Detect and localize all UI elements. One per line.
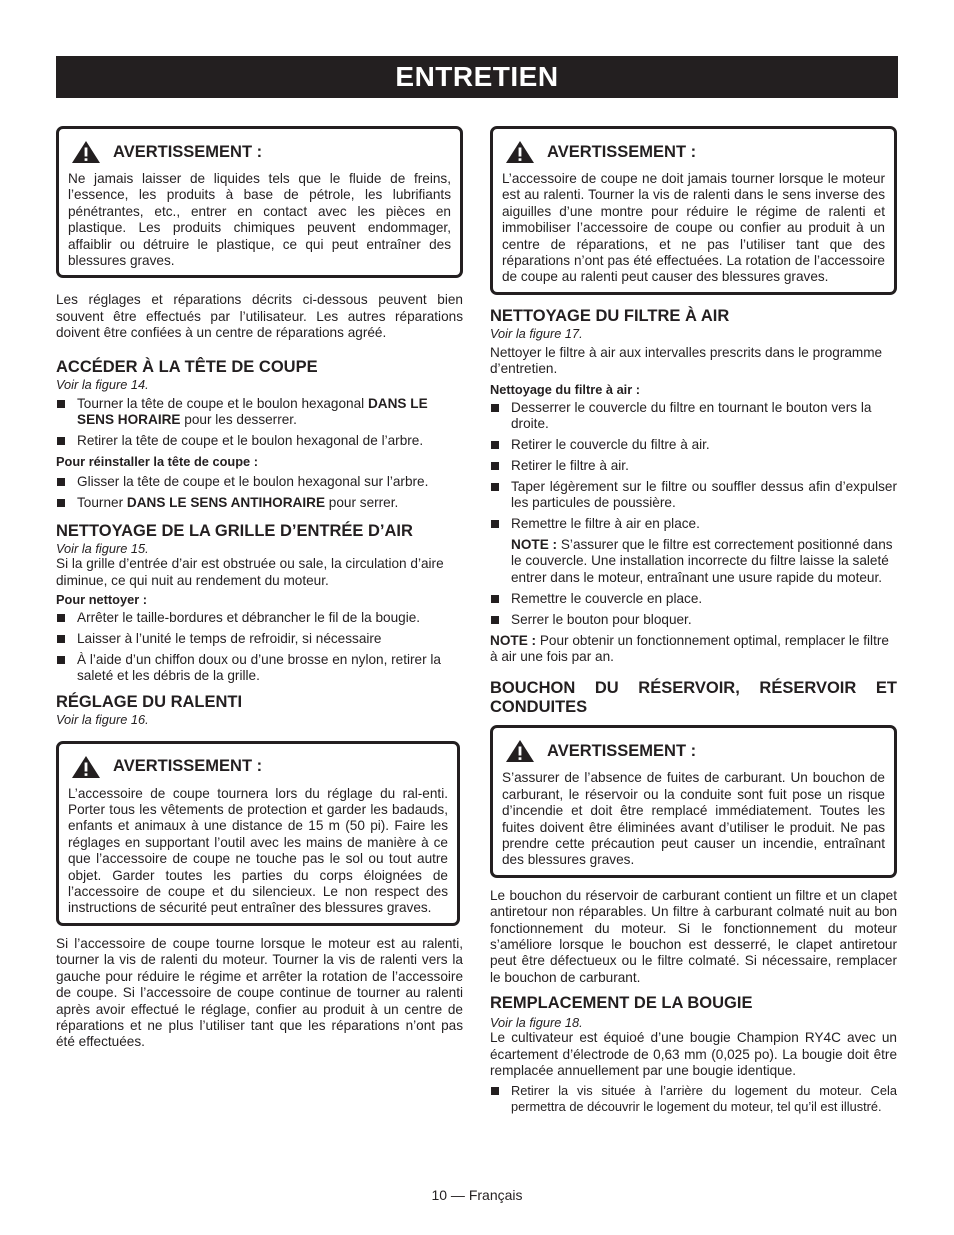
list-item: Tourner DANS LE SENS ANTIHORAIRE pour serrer. [56,495,463,511]
left-column [56,126,463,1051]
section-heading: NETTOYAGE DE LA GRILLE D’ENTRÉE D’AIR [56,522,413,541]
list-item: Retirer la tête de coupe et le boulon hexagonal de l’arbre. [56,433,463,449]
bullet-list [490,1083,897,1114]
bullet-list [56,610,463,685]
list-item: Retirer la vis située à l’arrière du logement du moteur. Cela permettra de découvrir le logement du moteur, tel qu’il est illustré. [490,1083,897,1114]
section-heading: ACCÉDER À LA TÊTE DE COUPE [56,357,318,376]
subheading: Pour réinstaller la tête de coupe : [56,453,258,469]
warning-box [56,741,460,926]
warning-box [490,126,897,295]
intro-paragraph: Les réglages et réparations décrits ci-dessous peuvent bien souvent être effectués par l’utilisateur. Les autres réparations doivent être confiées à un centre de réparations agréé. [56,292,463,341]
figure-reference: Voir la figure 16. [56,711,149,727]
page-title: ENTRETIEN [56,56,898,98]
section-heading: NETTOYAGE DU FILTRE À AIR [490,306,730,325]
paragraph: Si l’accessoire de coupe tourne lorsque le moteur est au ralenti, tourner la vis de ralenti du moteur. Tourner la vis de ralenti vers la gauche pour réduire le régime et arrêter la rotation de l’accessoire de coupe. Si l’accessoire de coupe continue de tourner au ralenti après avoir effectué le réglage, confier au produit à un centre de réparations et ne plus l’utiliser tant que les réparations n’ont pas été effectuées. [56,935,463,1050]
warning-text: Ne jamais laisser de liquides tels que le fluide de freins, l’essence, les produits à base de pétrole, les lubrifiants pénétrantes, etc., entrer en contact avec les pièces en plastique. Les produits chimiques peuvent endommager, affaiblir ou détruire le plastique, ce qui peut entraîner des blessures graves. [68,171,451,269]
warning-triangle-icon [505,739,535,763]
section-heading: REMPLACEMENT DE LA BOUGIE [490,994,753,1013]
list-item: Retirer le filtre à air. [490,458,897,474]
bullet-list [490,591,897,628]
warning-label: AVERTISSEMENT : [113,142,263,161]
warning-label: AVERTISSEMENT : [547,742,697,761]
bullet-list [56,474,463,511]
warning-triangle-icon [505,140,535,164]
list-item: Remettre le filtre à air en place. [490,516,897,532]
list-item: Tourner la tête de coupe et le boulon hexagonal DANS LE SENS HORAIRE pour les desserrer. [56,396,463,429]
warning-text: S’assurer de l’absence de fuites de carburant. Un bouchon de carburant, le réservoir ou la conduite sont fuit pose un risque d’incendie et doit être remplacé immédiatement. Toutes les fuites doivent être éliminées avant d’utiliser le produit. Ne pas prendre cette précaution peut causer un incendie, entraînant des blessures graves. [502,770,885,868]
list-item: Retirer le couvercle du filtre à air. [490,437,897,453]
list-item: Taper légèrement sur le filtre ou souffler dessus afin d’expulser les particules de poussière. [490,479,897,512]
right-column [490,126,897,1119]
section-heading: RÉGLAGE DU RALENTI [56,692,243,711]
section-heading: BOUCHON DU RÉSERVOIR, RÉSERVOIR ET CONDUITES [490,679,897,717]
list-item: Desserrer le couvercle du filtre en tournant le bouton vers la droite. [490,400,897,433]
warning-header [505,140,885,164]
list-item: Glisser la tête de coupe et le boulon hexagonal sur l’arbre. [56,474,463,490]
list-item: Arrêter le taille-bordures et débrancher le fil de la bougie. [56,610,463,626]
subheading: Pour nettoyer : [56,592,148,607]
warning-text: L’accessoire de coupe ne doit jamais tourner lorsque le moteur est au ralenti. Tourner la vis de ralenti dans le sens inverse des aiguilles d’une montre pour réduire le régime de ralenti et immobiliser l’accessoire de coupe ou confier au produit à un centre de réparations, et ne pas l’utiliser tant que des réparations n’ont pas été effectuées. La rotation de l’accessoire de coupe au ralenti peut causer des blessures graves. [502,171,885,285]
figure-reference: Voir la figure 14. [56,376,149,392]
list-item: Remettre le couvercle en place. [490,591,897,607]
warning-label: AVERTISSEMENT : [113,757,263,776]
warning-triangle-icon [71,140,101,164]
paragraph: Le cultivateur est équioé d’une bougie Champion RY4C avec un écartement d’électrode de 0,63 mm (0,025 po). La bougie doit être remplacée annuellement par une bougie identique. [490,1030,897,1079]
warning-triangle-icon [71,755,101,779]
list-item: Serrer le bouton pour bloquer. [490,612,897,628]
paragraph: Nettoyer le filtre à air aux intervalles prescrits dans le programme d’entretien. [490,344,883,377]
subheading: Nettoyage du filtre à air : [490,381,641,397]
figure-reference: Voir la figure 15. [56,541,149,557]
warning-header [71,140,451,164]
note: NOTE : Pour obtenir un fonctionnement optimal, remplacer le filtre à air une fois par an. [490,632,889,664]
warning-box [56,126,463,278]
paragraph: Le bouchon du réservoir de carburant contient un filtre et un clapet antiretour non réparables. Un filtre à carburant colmaté nuit au bon fonctionnement du moteur. Si le fonctionnement du moteur s’améliore lorsque le bouchon est desserré, le clapet antiretour peut être défectueux ou le filtre colmaté. Si nécessaire, remplacer le bouchon de carburant. [490,887,897,985]
figure-reference: Voir la figure 18. [490,1015,583,1031]
list-item: Laisser à l’unité le temps de refroidir, si nécessaire [56,631,463,647]
bullet-list [56,396,463,450]
warning-box [490,725,897,877]
page-footer: 10 — Français [431,1187,523,1203]
paragraph: Si la grille d’entrée d’air est obstruée ou sale, la circulation d’aire diminue, ce qui nuit au rendement du moteur. [56,556,444,588]
note: NOTE : S’assurer que le filtre est correctement positionné dans le couvercle. Une installation incorrecte du filtre laisse la saleté entrer dans le moteur, entraînant une usure rapide du moteur. [511,537,893,585]
warning-header [505,739,885,763]
warning-text: L’accessoire de coupe tournera lors du réglage du ral-enti. Porter tous les vêtements de protection et garder les badauds, enfants et animaux à une distance de 15 m (50 pi). Faire les réglages en supportant l’outil avec les mains de manière à ce que l’accessoire de coupe ne touche pas le sol ou tout autre objet. Garder toutes les parties du corps éloignées de l’accessoire de coupe et du silencieux. Le non respect des instructions de sécurité peut entraîner des blessures graves. [68,785,448,916]
list-item: À l’aide d’un chiffon doux ou d’une brosse en nylon, retirer la saleté et les débris de la grille. [56,652,463,685]
warning-header [71,755,448,779]
figure-reference: Voir la figure 17. [490,325,583,341]
bullet-list [490,400,897,533]
warning-label: AVERTISSEMENT : [547,142,697,161]
